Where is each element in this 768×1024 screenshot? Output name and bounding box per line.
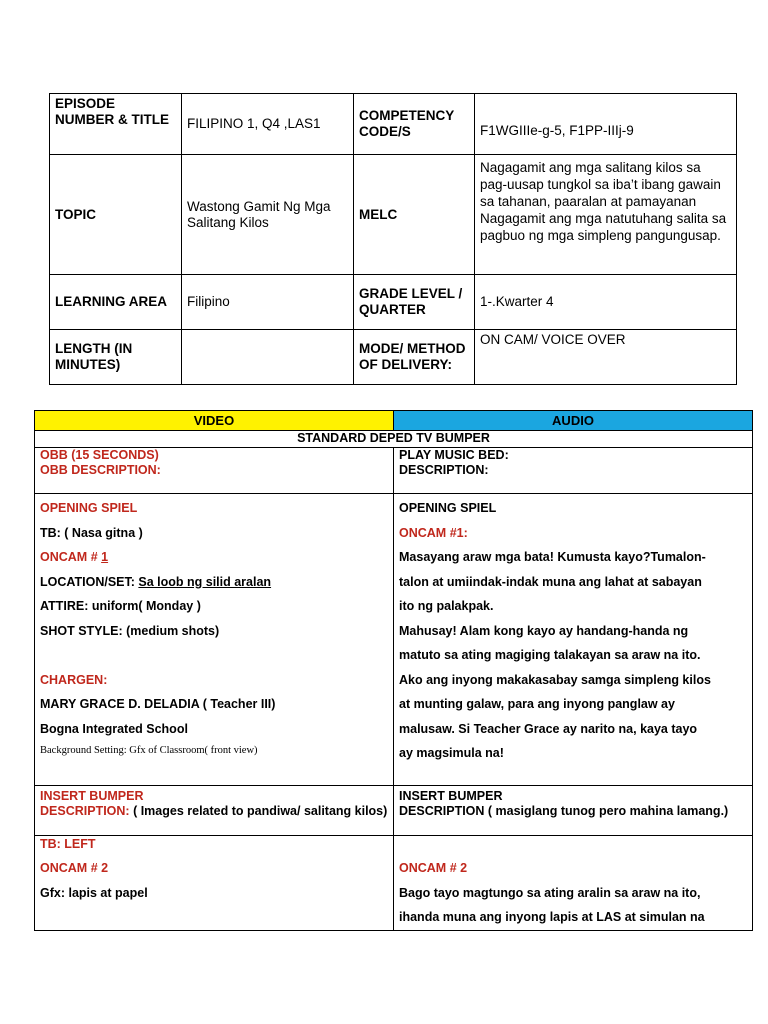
video-shot-style: SHOT STYLE: (medium shots) xyxy=(40,623,220,638)
audio-line: ay magsimula na! xyxy=(399,746,504,760)
spacer xyxy=(399,836,747,856)
video-gfx: Gfx: lapis at papel xyxy=(40,885,148,900)
audio-oncam-1: ONCAM #1: xyxy=(399,525,468,540)
audio-line: at munting galaw, para ang inyong panglaw ay xyxy=(399,697,675,711)
mode-label: MODE/ METHOD OF DELIVERY: xyxy=(354,330,475,385)
video-column-header: VIDEO xyxy=(35,411,394,431)
audio-line: ito ng palakpak. xyxy=(399,599,494,613)
video-location xyxy=(40,570,388,595)
melc-label: MELC xyxy=(354,155,475,275)
learning-area-value: Filipino xyxy=(182,275,354,330)
grade-value: 1-.Kwarter 4 xyxy=(475,275,737,330)
insert-bumper-video-title: INSERT BUMPER xyxy=(40,789,144,803)
audio-column-header: AUDIO xyxy=(394,411,753,431)
video-teacher-name: MARY GRACE D. DELADIA ( Teacher III) xyxy=(40,697,276,711)
audio-line: Bago tayo magtungo sa ating aralin sa araw na ito, xyxy=(399,885,701,900)
audio-oncam-2-cell xyxy=(394,836,753,931)
insert-bumper-audio-cell xyxy=(394,786,753,836)
video-opening-cell xyxy=(35,494,394,786)
video-chargen: CHARGEN: xyxy=(40,672,108,687)
video-school-name: Bogna Integrated School xyxy=(40,721,188,736)
oncam-number: 1 xyxy=(101,550,109,564)
spacer xyxy=(40,643,388,668)
audio-line: ihanda muna ang inyong lapis at LAS at simulan na xyxy=(399,910,705,924)
audio-opening-spiel: OPENING SPIEL xyxy=(399,501,497,515)
melc-value xyxy=(475,155,737,275)
insert-bumper-video-description xyxy=(40,804,388,819)
audio-line: talon at umiindak-indak muna ang lahat at sabayan xyxy=(399,574,702,589)
bumper-title: STANDARD DEPED TV BUMPER xyxy=(35,431,753,448)
competency-value: F1WGIIIe-g-5, F1PP-IIIj-9 xyxy=(475,94,737,155)
melc-text-1: Nagagamit ang mga salitang kilos sa pag-uusap tungkol sa iba’t ibang gawain sa tahanan, paaralan at pamayanan xyxy=(480,160,721,209)
description-label: DESCRIPTION: xyxy=(40,803,130,818)
description-text: ( Images related to pandiwa/ salitang kilos) xyxy=(129,803,388,818)
episode-info-table xyxy=(49,93,737,385)
video-oncam-1 xyxy=(40,545,388,570)
video-oncam-2-cell xyxy=(35,836,394,931)
insert-bumper-audio-description: DESCRIPTION ( masiglang tunog pero mahina lamang.) xyxy=(399,803,729,818)
script-table xyxy=(34,410,753,931)
obb-cell xyxy=(35,448,394,494)
video-background-setting: Background Setting: Gfx of Classroom( front view) xyxy=(40,745,258,756)
location-label: LOCATION/SET: xyxy=(40,574,139,589)
video-oncam-2: ONCAM # 2 xyxy=(40,861,109,875)
video-opening-spiel: OPENING SPIEL xyxy=(40,501,138,515)
obb-duration: OBB (15 SECONDS) xyxy=(40,448,159,462)
music-bed-label: PLAY MUSIC BED: xyxy=(399,448,509,462)
episode-value: FILIPINO 1, Q4 ,LAS1 xyxy=(182,94,354,155)
audio-line: Ako ang inyong makakasabay samga simpleng kilos xyxy=(399,672,711,687)
music-description-label: DESCRIPTION: xyxy=(399,462,489,477)
topic-value: Wastong Gamit Ng Mga Salitang Kilos xyxy=(182,155,354,275)
location-value: Sa loob ng silid aralan xyxy=(138,574,272,589)
episode-label: EPISODE NUMBER & TITLE xyxy=(50,94,182,155)
melc-text-2: Nagagamit ang mga natutuhang salita sa pagbuo ng mga simpleng pangungusap. xyxy=(480,211,727,243)
audio-oncam-2: ONCAM # 2 xyxy=(399,861,468,875)
insert-bumper-audio-title: INSERT BUMPER xyxy=(399,789,503,803)
competency-label: COMPETENCY CODE/S xyxy=(354,94,475,155)
music-bed-cell xyxy=(394,448,753,494)
length-value xyxy=(182,330,354,385)
audio-line: Masayang araw mga bata! Kumusta kayo?Tumalon- xyxy=(399,550,706,564)
topic-label: TOPIC xyxy=(50,155,182,275)
obb-description: OBB DESCRIPTION: xyxy=(40,462,161,477)
audio-line: malusaw. Si Teacher Grace ay narito na, kaya tayo xyxy=(399,721,698,736)
video-attire: ATTIRE: uniform( Monday ) xyxy=(40,599,201,613)
learning-area-label: LEARNING AREA xyxy=(50,275,182,330)
video-tb-position: TB: ( Nasa gitna ) xyxy=(40,525,143,540)
insert-bumper-video-cell xyxy=(35,786,394,836)
audio-line: Mahusay! Alam kong kayo ay handang-handa ng xyxy=(399,623,689,638)
audio-line: matuto sa ating magiging talakayan sa araw na ito. xyxy=(399,648,701,662)
video-tb-left: TB: LEFT xyxy=(40,837,96,851)
oncam-prefix: ONCAM # xyxy=(40,550,102,564)
grade-label: GRADE LEVEL / QUARTER xyxy=(354,275,475,330)
length-label: LENGTH (IN MINUTES) xyxy=(50,330,182,385)
audio-opening-cell xyxy=(394,494,753,786)
mode-value: ON CAM/ VOICE OVER xyxy=(475,330,737,385)
